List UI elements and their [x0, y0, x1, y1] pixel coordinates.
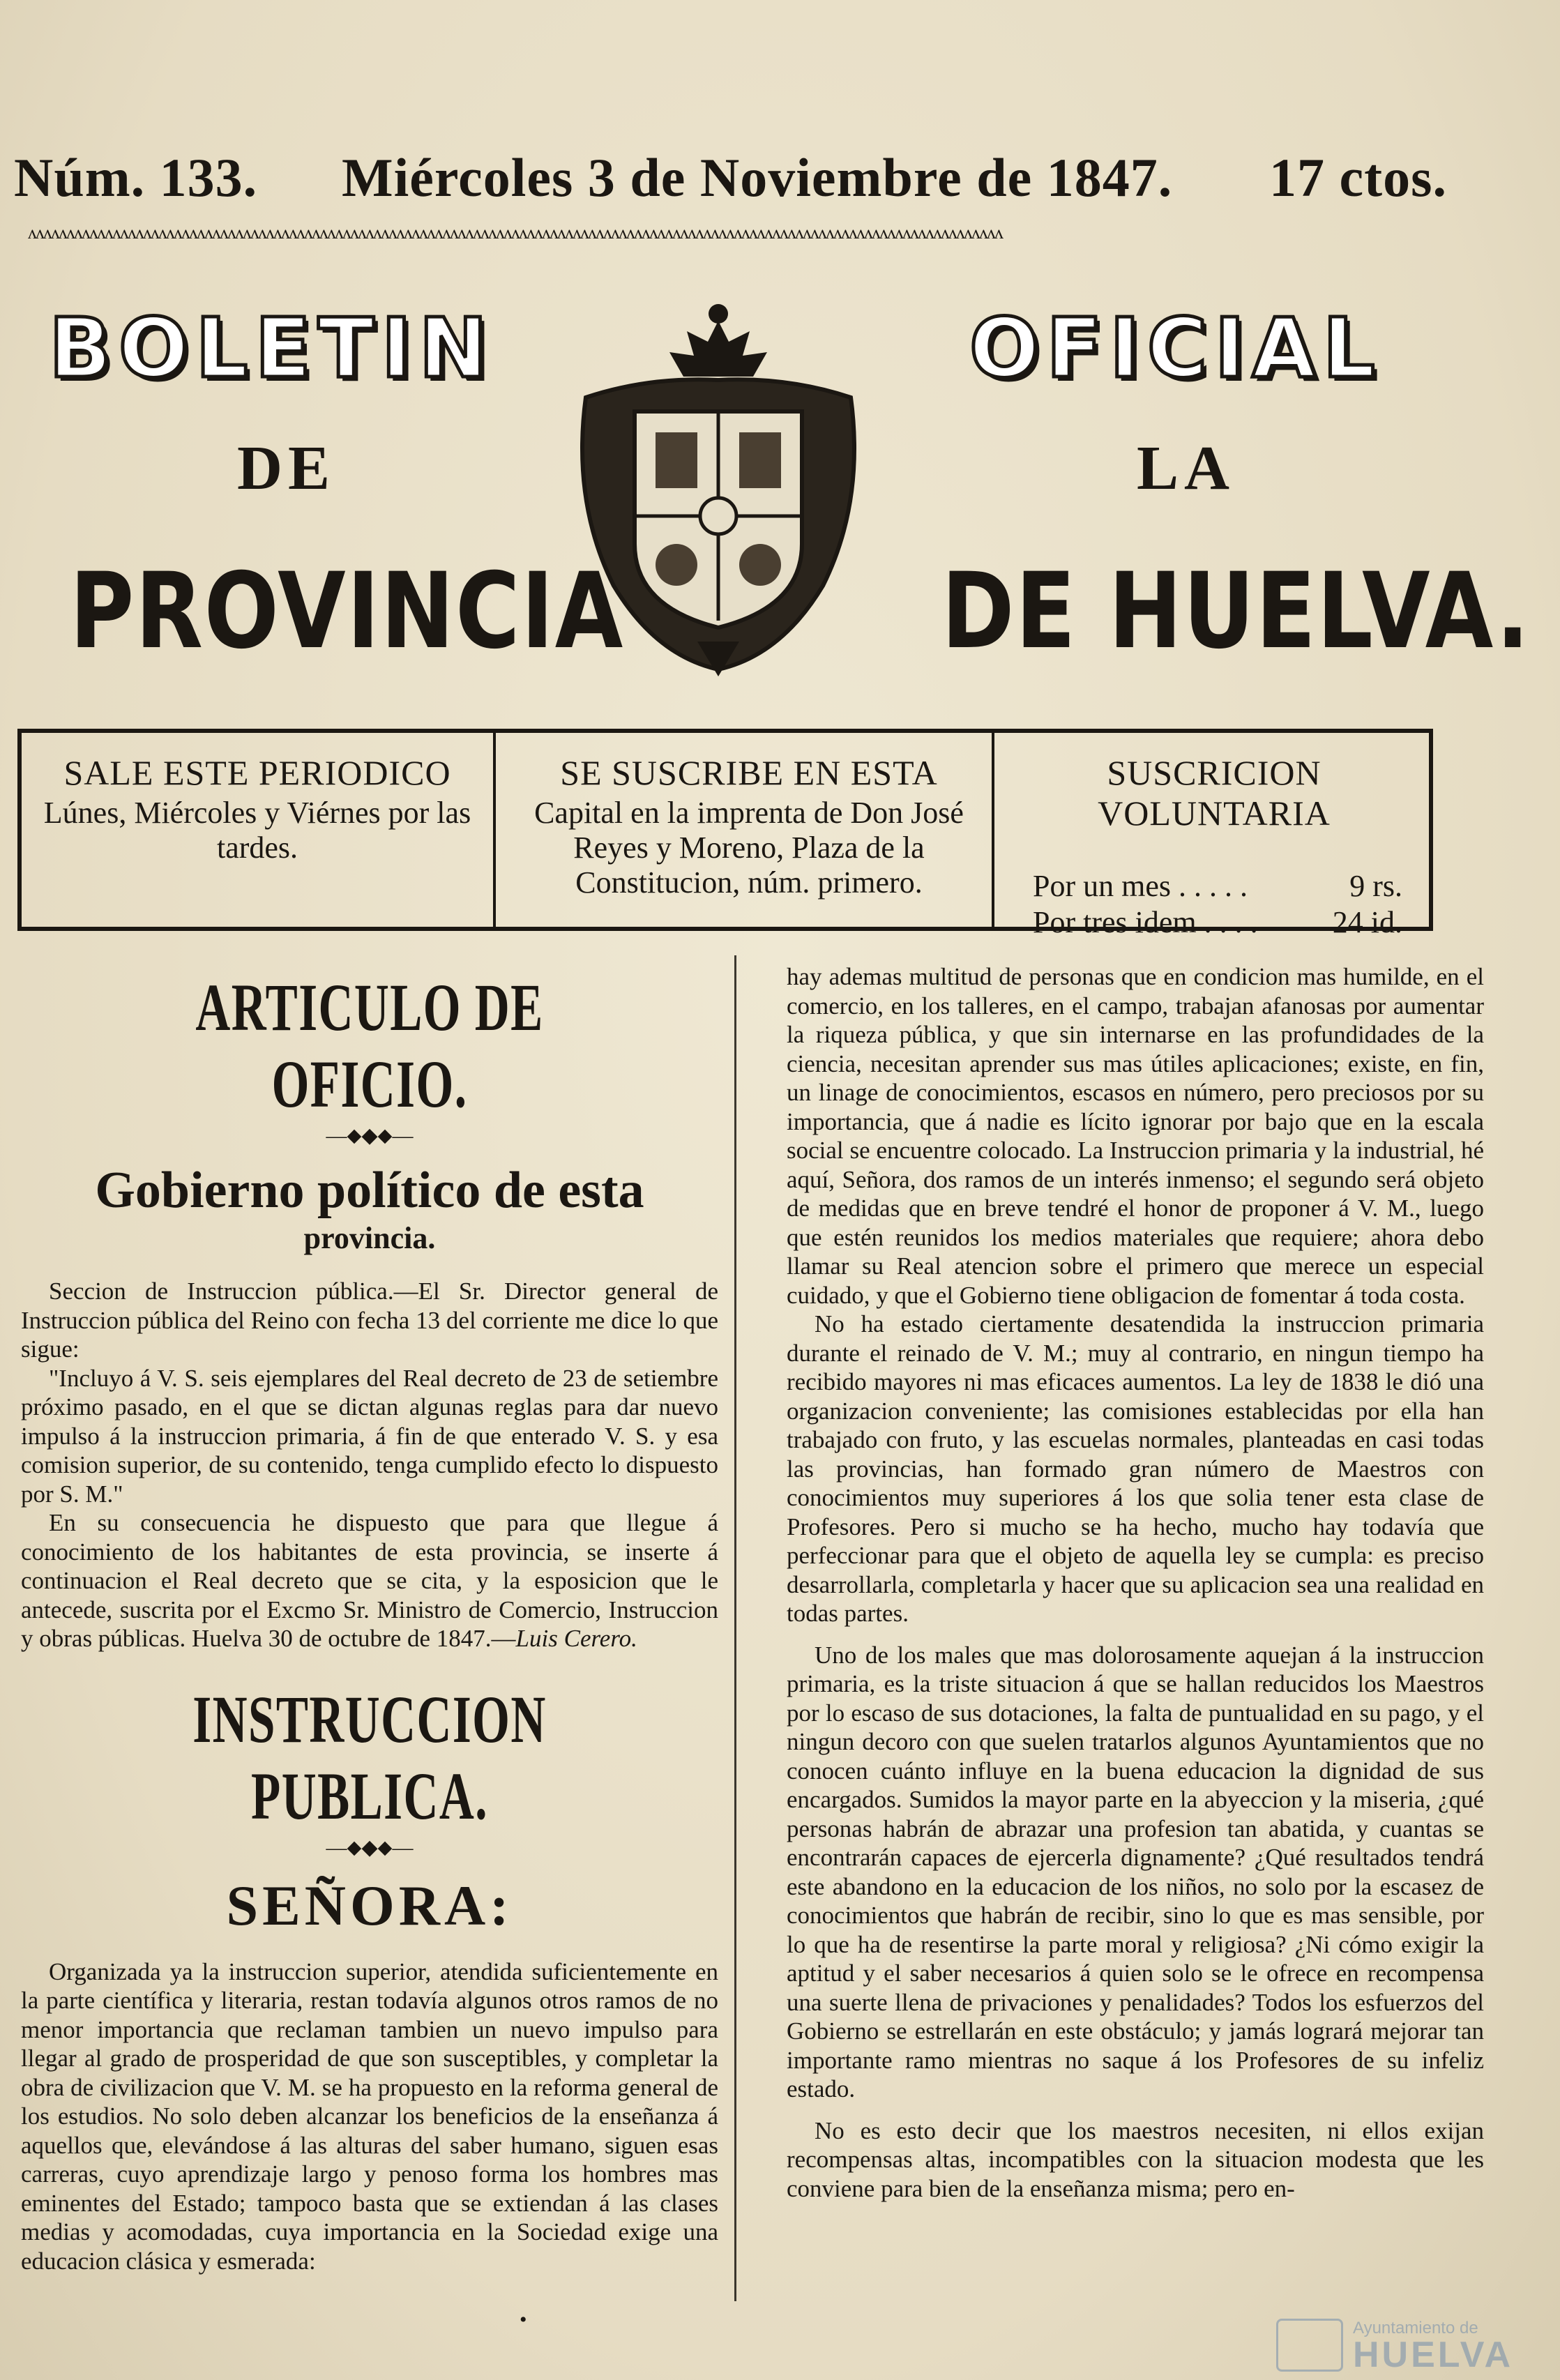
ornament-divider: —⬥◆⬥— — [326, 1124, 414, 1147]
price-row-three-months-label: Por tres idem . . . . — [1033, 905, 1258, 939]
title-de-huelva: DE HUELVA. — [941, 551, 1531, 672]
title-la: LA — [1137, 434, 1236, 503]
paragraph-incluyo: "Incluyo á V. S. seis ejemplares del Real decreto de 23 de setiembre próximo pasado, en el que se dictan algunas reglas para dar nuevo impulso á la instruccion primaria, á fin de que enterado V. S. y esa comision superior, de su contenido, tenga cumplido efecto lo dispuesto por S. M." — [21, 1364, 718, 1508]
watermark-big-text: HUELVA — [1353, 2335, 1514, 2375]
paragraph-organizada: Organizada ya la instruccion superior, atendida suficientemente en la parte científica y literaria, restan todavía algunos otros ramos de no menor importancia que reclaman tambien un nuevo impulso para llegar al grado de prosperidad de que son susceptibles, y completar la obra de civilizacion que V. M. se ha propuesto en la reforma general de los estudios. No solo deben alcanzar los beneficios de la enseñanza á aquellos que, elevándose á las alturas del saber humano, siguen esas carreras, cuyo aprendizaje largo y penoso forma los hombres mas eminentes del Estado; tampoco basta que se extiendan á las clases medias y acomodadas, cuya importancia en la Sociedad exige una educacion clásica y esmerada: — [21, 1957, 718, 2275]
paragraph-desatendida: No ha estado ciertamente desatendida la instruccion primaria durante el reinado de V. M.; muy al contrario, en ningun tiempo ha recibido mayores ni mas eficaces aumentos. La ley de 1838 le dió una organizacion conveniente; las comisiones establecidas por ella han trabajado con fruto, y las escuelas normales, planteadas en casi todas las provincias, han formado gran número de Maestros con conocimientos muy superiores á los que solia tener esta clase de Profesores. Pero si mucho se ha hecho, mucho hay todavía que perfeccionar para que el objeto de aquella ley se cumpla: es preciso desarrollarla, completarla y hacer que su aplicacion sea una realidad en todas partes. — [787, 1310, 1484, 1627]
signature: Luis Cerero. — [515, 1625, 637, 1652]
city-logo-icon — [1276, 2319, 1343, 2372]
paragraph-males: Uno de los males que mas dolorosamente aquejan á la instruccion primaria, es la triste situacion á que se hallan reducidos los Maestros por lo escaso de sus dotaciones, la falta de puntualidad en su pago, y el ningun decoro con que suelen tratarlos algunos Ayuntamientos que no conocen cuánto influye en la buena educacion la dignidad de sus encargados. Sumidos la mayor parte en la abyeccion y la miseria, ¿qué personas habrán de abrazar una profesion tan abatida, y cuantas se encontrarán capaces de ejercerla dignamente? ¿Qué resultados tendrá este abandono en la educacion de los niños, no solo por la escasez de conocimientos que habrán de recibir, sino lo que es mas sensible, por lo que ha de resentirse la parte moral y religiosa? ¿Ni cómo exigir la aptitud y el saber necesarios á quien solo se le ofrece en recompensa una suerte llena de privaciones y penalidades? Todos los esfuerzos del Gobierno se estrellarán en este obstáculo; y jamás logrará mejorar tan importante ramo mientras no saque á los Profesores de su infeliz estado. — [787, 1641, 1484, 2102]
subscription-location-title: SE SUSCRIBE EN ESTA — [560, 753, 938, 792]
price-row-three-months-amount: 24 id. — [1332, 905, 1402, 939]
right-column — [787, 962, 1484, 2203]
subscription-location-column — [506, 733, 994, 927]
publication-schedule-column — [22, 733, 496, 927]
title-provincia: PROVINCIA — [70, 551, 624, 672]
issue-date: Miércoles 3 de Noviembre de 1847. — [342, 147, 1173, 208]
left-column — [21, 969, 718, 2275]
heading-articulo-de-oficio: ARTICULO DE OFICIO. — [195, 970, 544, 1121]
price-row-three-months — [998, 904, 1430, 941]
price-row-month-label: Por un mes . . . . . — [1033, 869, 1248, 903]
heading-instruccion-publica: INSTRUCCION PUBLICA. — [192, 1681, 547, 1833]
schedule-text: Lúnes, Miércoles y Viérnes por las tardes. — [43, 796, 471, 865]
column-divider — [734, 955, 736, 2301]
paragraph-multitud: hay ademas multitud de personas que en condicion mas humilde, en el comercio, en los talleres, en el campo, trabajan afanosas por aumentar la riqueza pública, y que sin internarse en las profundidades de la ciencia, necesitan aprender sus mas útiles aplicaciones; existe, en fin, un linage de conocimientos, escasos en número, pero preciosos por su importancia, que á nadie es lícito ignorar por bajo que en la escala social se encuentre colocado. La Instruccion primaria y la industrial, hé aquí, Señora, dos ramos de un interés inmenso; el segundo será objeto de medidas que en breve tendré el honor de proponer á V. M., luego que estén reunidos los medios materiales que requiere; ahora debo llamar su Real atencion sobre el primero que merece un especial cuidado, y que el Gobierno tiene obligacion de fomentar á toda costa. — [787, 963, 1484, 1309]
ornament-divider-2: —⬥◆⬥— — [326, 1835, 414, 1859]
subscription-price-column — [998, 733, 1430, 939]
issue-number: Núm. 133. — [14, 147, 258, 208]
footer-mark: • — [520, 2308, 527, 2331]
heading-gobierno-politico: Gobierno político de esta — [95, 1162, 644, 1219]
watermark-small-text: Ayuntamiento de — [1353, 2319, 1478, 2337]
title-boletin: BOLETIN — [49, 300, 495, 396]
issue-price: 17 ctos. — [1269, 147, 1447, 208]
paragraph-consecuencia-text: En su consecuencia he dispuesto que para que llegue á conocimiento de los habitantes de esta provincia, se inserte á continuacion el Real decreto que se cita, y la esposicion que le antecede, suscrita por el Excmo Sr. Ministro de Comercio, Instruccion y obras públicas. Huelva 30 de octubre de 1847.— — [21, 1509, 718, 1652]
heading-senora: SEÑORA: — [226, 1873, 513, 1937]
subscription-price-title: SUSCRICION VOLUNTARIA — [1098, 753, 1331, 833]
price-row-month-amount: 9 rs. — [1349, 869, 1402, 903]
price-row-month — [998, 868, 1430, 904]
paragraph-no-es-esto: No es esto decir que los maestros necesiten, ni ellos exijan recompensas altas, incompatibles con la situacion modesta que les conviene para bien de la enseñanza misma; pero en- — [787, 2116, 1484, 2202]
subscription-location-text: Capital en la imprenta de Don José Reyes y Moreno, Plaza de la Constitucion, núm. primero. — [534, 796, 964, 900]
royal-coat-of-arms-icon — [558, 293, 879, 683]
title-oficial: OFICIAL — [969, 300, 1382, 396]
schedule-title: SALE ESTE PERIODICO — [63, 753, 451, 792]
subscription-info-box — [17, 729, 1433, 939]
heading-provincia: provincia. — [303, 1221, 436, 1255]
paragraph-seccion: Seccion de Instruccion pública.—El Sr. Director general de Instruccion pública del Reino con fecha 13 del corriente me dice lo que sigue: — [21, 1278, 718, 1363]
ornamental-rule: ʌʌʌʌʌʌʌʌʌʌʌʌʌʌʌʌʌʌʌʌʌʌʌʌʌʌʌʌʌʌʌʌʌʌʌʌʌʌʌʌʌʌʌʌʌʌʌʌʌʌʌʌʌʌʌʌʌʌʌʌʌʌʌʌʌʌʌʌʌʌʌʌʌʌʌʌʌʌʌʌʌʌʌʌʌʌʌʌʌʌʌʌʌʌʌʌʌʌʌʌʌʌʌʌʌʌʌʌʌʌʌʌʌʌʌʌʌʌʌʌʌʌʌʌʌʌʌ — [28, 227, 1002, 239]
paragraph-consecuencia — [21, 1508, 718, 1653]
archive-watermark — [1269, 2319, 1548, 2375]
title-de: DE — [237, 434, 336, 503]
